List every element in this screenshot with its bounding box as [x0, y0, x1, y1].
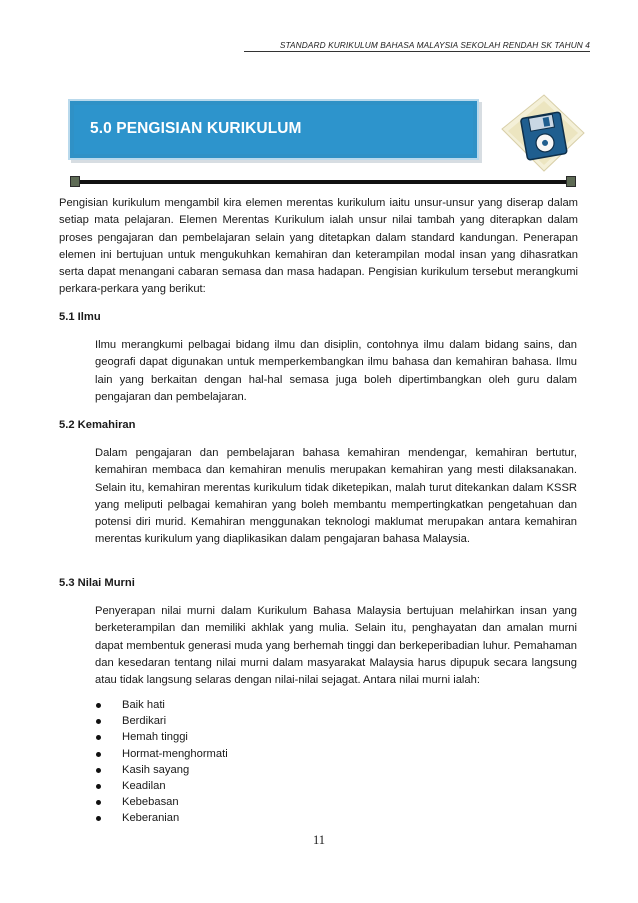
subsection-heading-ilmu: 5.1 Ilmu: [59, 311, 101, 323]
list-item: Keadilan: [95, 778, 228, 794]
bullet-dot-icon: [96, 816, 101, 821]
floppy-disk-icon: [494, 91, 590, 177]
section-divider: [70, 180, 576, 184]
divider-cap-right: [566, 176, 576, 187]
bullet-dot-icon: [96, 768, 101, 773]
list-item: Hormat-menghormati: [95, 746, 228, 762]
subsection-heading-kemahiran: 5.2 Kemahiran: [59, 419, 136, 431]
bullet-dot-icon: [96, 735, 101, 740]
bullet-dot-icon: [96, 784, 101, 789]
list-item: Kasih sayang: [95, 762, 228, 778]
values-list: [95, 697, 228, 827]
header-rule: [244, 51, 590, 52]
subsection-body-nilai-murni: Penyerapan nilai murni dalam Kurikulum Bahasa Malaysia bertujuan melahirkan insan yang berketerampilan dan memiliki akhlak yang mulia. Selain itu, penghayatan dan amalan murni dapat membentuk generasi muda yang berhemah tinggi dan berkeperibadian luhur. Pemahaman dan kesedaran tentang nilai murni dalam masyarakat Malaysia harus dipupuk secara langsung atau tidak langsung selaras dengan nilai-nilai sejagat. Antara nilai murni ialah:: [95, 605, 577, 687]
list-item: Berdikari: [95, 713, 228, 729]
divider-cap-left: [70, 176, 80, 187]
bullet-dot-icon: [96, 703, 101, 708]
bullet-dot-icon: [96, 800, 101, 805]
page-number: 11: [312, 833, 326, 847]
subsection-body-ilmu: Ilmu merangkumi pelbagai bidang ilmu dan disiplin, contohnya ilmu dalam bidang sains, dan geografi dapat digunakan untuk memperkembangkan ilmu bahasa dan kemahiran bahasa. Ilmu lain yang berkaitan dengan hal-hal semasa juga boleh dipertimbangkan oleh guru dalam pengajaran dan pembelajaran.: [95, 339, 577, 403]
intro-paragraph: Pengisian kurikulum mengambil kira elemen merentas kurikulum iaitu unsur-unsur yang diserap dalam setiap mata pelajaran. Elemen Merentas Kurikulum ialah unsur nilai tambah yang diterapkan dalam proses pengajaran dan pembelajaran selain yang ditetapkan dalam standard kandungan. Penerapan elemen ini bertujuan untuk mengukuhkan kemahiran dan keterampilan modal insan yang dihasratkan serta dapat menangani cabaran semasa dan masa hadapan. Pengisian kurikulum tersebut merangkumi perkara-perkara yang berikut:: [59, 197, 578, 296]
list-item: Kebebasan: [95, 794, 228, 810]
banner-fill: [74, 105, 473, 154]
subsection-heading-nilai-murni: 5.3 Nilai Murni: [59, 577, 135, 589]
section-title: 5.0 PENGISIAN KURIKULUM: [90, 120, 302, 137]
list-item: Hemah tinggi: [95, 729, 228, 745]
list-item: Baik hati: [95, 697, 228, 713]
section-banner: [68, 99, 479, 160]
running-header: STANDARD KURIKULUM BAHASA MALAYSIA SEKOLAH RENDAH SK TAHUN 4: [279, 40, 590, 50]
subsection-body-kemahiran: Dalam pengajaran dan pembelajaran bahasa kemahiran mendengar, kemahiran bertutur, kemahiran membaca dan kemahiran menulis merupakan kemahiran yang mesti dilaksanakan. Selain itu, kemahiran merentas kurikulum tidak diketepikan, malah turut ditekankan dalam KSSR yang meliputi pelbagai kemahiran yang boleh membantu mempertingkatkan pengetahuan dan potensi diri murid. Kemahiran menggunakan teknologi maklumat merupakan antara kemahiran merentas kurikulum yang diaplikasikan dalam pengajaran bahasa Malaysia.: [95, 447, 577, 546]
bullet-dot-icon: [96, 752, 101, 757]
list-item: Keberanian: [95, 810, 228, 826]
bullet-dot-icon: [96, 719, 101, 724]
